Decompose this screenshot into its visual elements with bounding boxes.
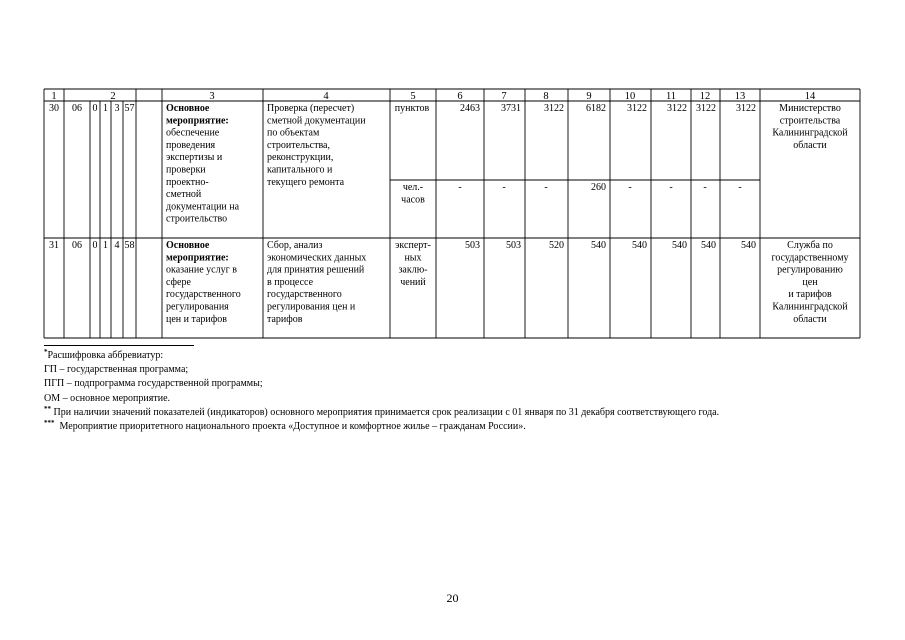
activity-text: государственного (166, 289, 241, 301)
value-cell: 503 (506, 240, 521, 251)
unit-text: ных (404, 252, 422, 264)
code-cell: 3 (114, 103, 120, 114)
header-cell: 12 (699, 91, 711, 102)
responsible-text: государственному (771, 252, 849, 264)
header-cell: 7 (501, 91, 507, 102)
footnote-line: ** При наличии значений показателей (индикаторов) основного мероприятия принимается срок реализации с 01 января по 31 декабря соответствующего года. (44, 404, 720, 418)
value-cell: 3122 (696, 103, 716, 114)
indicator-text: в процессе (267, 276, 314, 288)
responsible-text: цен (802, 276, 818, 288)
indicator-text: текущего ремонта (267, 176, 345, 188)
value-cell: 3122 (667, 103, 687, 114)
value-cell: - (703, 182, 707, 193)
header-cell: 14 (804, 91, 816, 102)
activity-text: строительство (166, 213, 228, 225)
value-cell: 3731 (501, 103, 521, 114)
code-cell: 06 (72, 103, 82, 114)
activity-text: обеспечение (166, 127, 220, 139)
value-cell: 260 (591, 182, 606, 193)
header-cell: 1 (51, 91, 57, 102)
header-cell: 4 (323, 91, 329, 102)
value-cell: 540 (591, 240, 606, 251)
value-cell: 540 (672, 240, 687, 251)
code-cell: 57 (124, 103, 135, 114)
value-cell: 2463 (460, 103, 480, 114)
value-cell: 3122 (627, 103, 647, 114)
footnote-line: *Расшифровка аббревиатур: (44, 348, 164, 361)
footnote-line: ГП – государственная программа; (44, 364, 189, 376)
value-cell: 540 (632, 240, 647, 251)
unit-text: часов (401, 194, 425, 206)
unit-text: заклю- (398, 264, 428, 276)
value-cell: 6182 (586, 103, 606, 114)
value-cell: - (628, 182, 632, 193)
unit-text: чений (400, 276, 426, 288)
code-cell: 30 (49, 103, 59, 114)
activity-text: регулирования (166, 301, 229, 313)
code-cell: 58 (124, 240, 135, 251)
header-cell: 13 (734, 91, 746, 102)
unit-text: пунктов (394, 103, 430, 114)
activity-text: сметной (166, 189, 202, 201)
activity-text: цен и тарифов (166, 313, 227, 325)
indicator-text: экономических данных (267, 252, 367, 264)
responsible-text: Калининградской (772, 301, 848, 313)
value-cell: 540 (701, 240, 716, 251)
value-cell: 3122 (544, 103, 564, 114)
code-cell: 1 (103, 240, 108, 251)
responsible-text: Калининградской (772, 127, 848, 139)
activity-title: мероприятие: (166, 115, 229, 127)
code-cell: 4 (114, 240, 120, 251)
page-number: 20 (446, 591, 459, 605)
indicator-text: государственного (267, 289, 342, 301)
header-cell: 9 (586, 91, 592, 102)
footnote-line: ОМ – основное мероприятие. (44, 392, 171, 404)
header-cell: 8 (543, 91, 549, 102)
header-cell: 3 (209, 91, 215, 102)
indicator-text: строительства, (267, 139, 330, 151)
indicator-text: по объектам (267, 127, 320, 139)
unit-text: чел.- (402, 182, 424, 193)
responsible-text: области (793, 313, 827, 325)
responsible-text: области (793, 139, 827, 151)
indicator-text: Проверка (пересчет) (267, 103, 355, 114)
value-cell: - (738, 182, 742, 193)
value-cell: 520 (549, 240, 564, 251)
footnotes (44, 349, 719, 434)
activity-text: проведения (166, 139, 216, 151)
header-cell: 11 (665, 91, 677, 102)
activity-text: экспертизы и (166, 152, 223, 164)
footnote-separator (44, 345, 194, 346)
code-cell: 31 (49, 240, 59, 251)
value-cell: - (669, 182, 673, 193)
indicator-text: регулирования цен и (267, 301, 356, 313)
footnote-line: ПГП – подпрограмма государственной программы; (44, 378, 263, 390)
activity-text: проверки (166, 164, 206, 176)
code-cell: 0 (92, 240, 98, 251)
value-cell: - (502, 182, 506, 193)
header-cell: 6 (457, 91, 463, 102)
responsible-text: Министерство (779, 103, 841, 114)
code-cell: 1 (103, 103, 108, 114)
indicator-text: Сбор, анализ (267, 240, 323, 251)
activity-text: проектно- (166, 176, 209, 188)
activity-text: документации на (166, 201, 240, 213)
code-cell: 06 (72, 240, 82, 251)
indicator-text: для принятия решений (267, 264, 365, 276)
responsible-text: строительства (779, 115, 841, 127)
footnote-line: *** Мероприятие приоритетного национального проекта «Доступное и комфортное жилье – гражданам России». (44, 419, 526, 433)
value-cell: 540 (741, 240, 756, 251)
activity-text: оказание услуг в (166, 264, 237, 276)
header-cell: 5 (410, 91, 416, 102)
responsible-text: и тарифов (788, 289, 832, 301)
indicator-text: тарифов (267, 313, 303, 325)
code-cell: 0 (92, 103, 98, 114)
indicator-text: сметной документации (267, 115, 366, 127)
value-cell: 3122 (736, 103, 756, 114)
activity-title: Основное (166, 103, 210, 114)
header-cell: 2 (110, 91, 116, 102)
indicator-text: реконструкции, (267, 152, 334, 164)
value-cell: - (544, 182, 548, 193)
header-cell: 10 (624, 91, 636, 102)
responsible-text: Служба по (787, 240, 833, 251)
value-cell: 503 (465, 240, 480, 251)
activity-title: мероприятие: (166, 252, 229, 264)
responsible-text: регулированию (777, 264, 843, 276)
activity-text: сфере (166, 276, 191, 288)
indicator-text: капитального и (267, 164, 333, 176)
activity-title: Основное (166, 240, 210, 251)
value-cell: - (458, 182, 462, 193)
unit-text: эксперт- (395, 240, 431, 251)
